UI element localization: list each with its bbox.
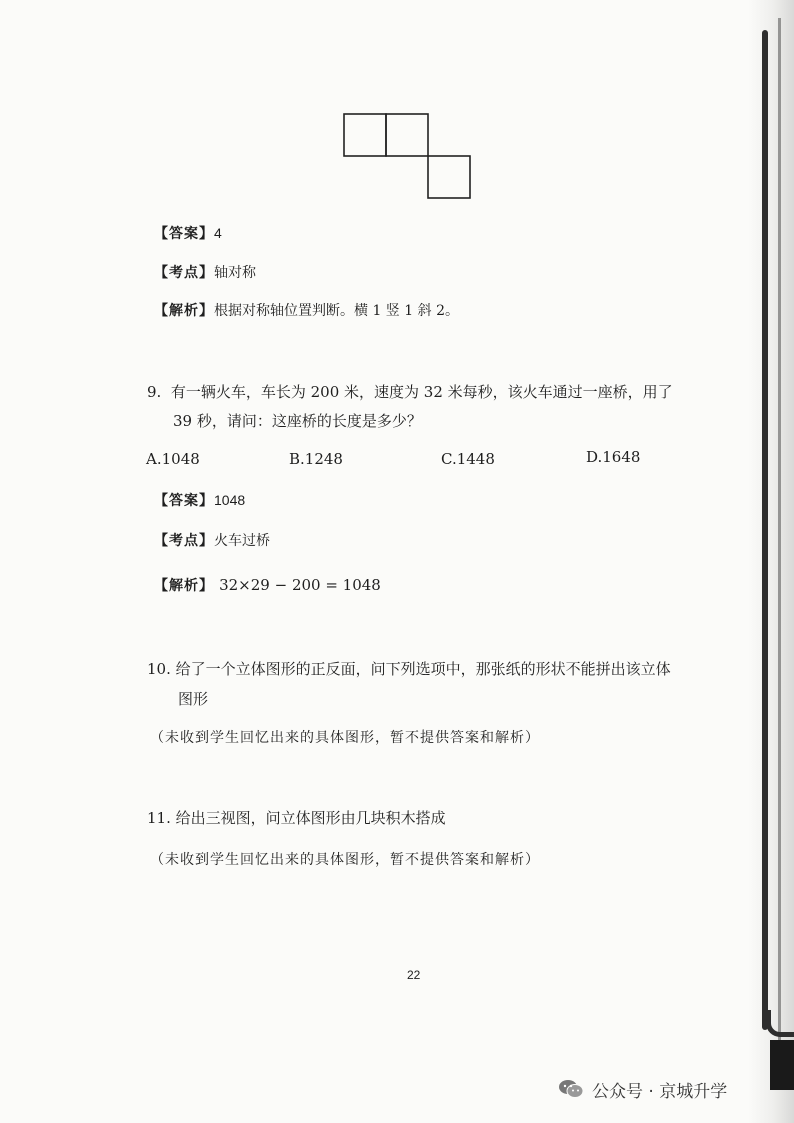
scan-binding-curve: [766, 1010, 794, 1037]
q8-answer: [154, 223, 222, 243]
q10-text-line2: 图形: [178, 690, 209, 708]
q11-number: 11.: [147, 809, 171, 827]
q8-point: [154, 262, 256, 282]
q8-point-value: 轴对称: [214, 265, 256, 281]
q11-text-line1: 给出三视图，问立体图形由几块积木搭成: [175, 809, 446, 827]
q9-point-label: 【考点】: [154, 533, 214, 549]
q9-option-b: B.1248: [289, 450, 343, 468]
watermark: [558, 1074, 727, 1104]
q9-text-line1: 有一辆火车，车长为 200 米，速度为 32 米每秒，该火车通过一座桥，用了: [170, 383, 673, 401]
q9-point-value: 火车过桥: [214, 533, 270, 549]
q10-number: 10.: [147, 660, 171, 678]
watermark-text: 公众号 · 京城升学: [592, 1081, 728, 1102]
q8-answer-label: 【答案】: [154, 226, 214, 242]
q9-answer-label: 【答案】: [154, 493, 214, 509]
square-net-figure: [343, 113, 473, 199]
q8-point-label: 【考点】: [154, 265, 214, 281]
scan-edge-line: [778, 18, 781, 1068]
q9-question-line1: [147, 378, 673, 406]
scan-binding-line: [762, 30, 768, 1030]
net-square-2: [386, 114, 428, 156]
q11-note: （未收到学生回忆出来的具体图形，暂不提供答案和解析）: [150, 852, 540, 868]
net-square-1: [344, 114, 386, 156]
page-number: 22: [407, 968, 421, 982]
q8-analysis-value: 根据对称轴位置判断。横 1 竖 1 斜 2。: [214, 303, 459, 319]
q9-option-a: A.1048: [146, 450, 200, 468]
q9-option-c: C.1448: [441, 450, 495, 468]
net-square-3: [428, 156, 470, 198]
q9-point: [154, 530, 270, 550]
q10-text-line1: 给了一个立体图形的正反面，问下列选项中，那张纸的形状不能拼出该立体: [175, 660, 671, 678]
q11-question-line1: [147, 804, 446, 832]
q9-analysis-formula: 32×29 − 200 = 1048: [219, 576, 381, 594]
q10-note: （未收到学生回忆出来的具体图形，暂不提供答案和解析）: [150, 730, 540, 746]
q9-option-d: D.1648: [586, 448, 641, 466]
q9-text-line2: 39 秒，请问：这座桥的长度是多少？: [173, 412, 422, 430]
q9-analysis-label: 【解析】: [154, 578, 214, 594]
q9-answer-value: 1048: [214, 492, 246, 508]
q10-question-line1: [147, 655, 671, 683]
q9-answer: [154, 490, 245, 510]
q9-analysis: [154, 575, 381, 595]
q8-answer-value: 4: [214, 225, 222, 241]
scan-edge-block: [770, 1040, 794, 1090]
wechat-icon: [558, 1079, 584, 1099]
q8-analysis-label: 【解析】: [154, 303, 214, 319]
scan-edge-shadow: [748, 0, 794, 1123]
q8-analysis: [154, 300, 459, 320]
q9-number: 9.: [147, 383, 162, 401]
